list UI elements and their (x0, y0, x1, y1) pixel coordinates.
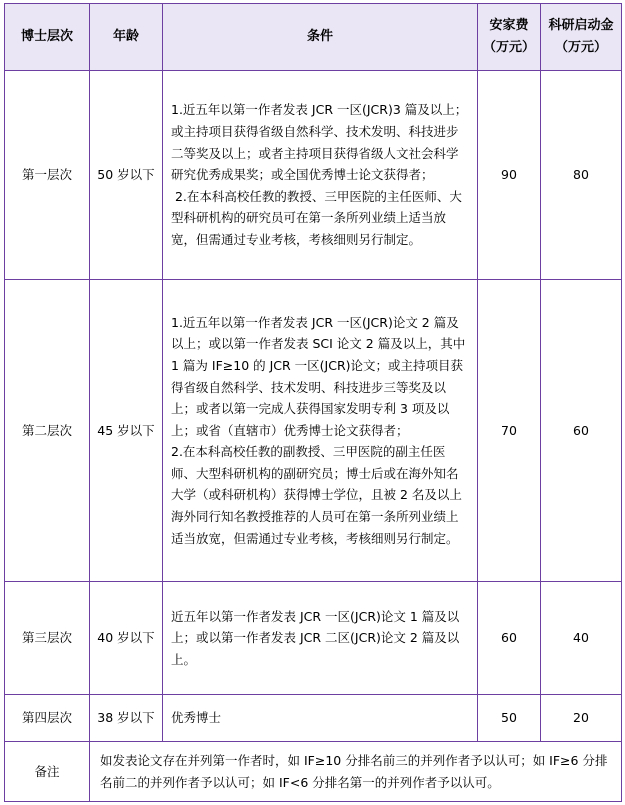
condition-item-1: 1.近五年以第一作者发表 JCR 一区(JCR)论文 2 篇及以上；或以第一作者发表 SCI 论文 2 篇及以上，其中 1 篇为 IF≥10 的 JCR 一区(JCR)论文；或主持项目获得省级自然科学、技术发明、科技进步三等奖及以上；或者以第一完成人获得国家发明专利 3 项及以上；或省（直辖市）优秀博士论文获得者； (171, 314, 466, 438)
condition-item-2: 2.在本科高校任教的教授、三甲医院的主任医师、大型科研机构的研究员可在第一条所列业绩上适当放宽，但需通过专业考核，考核细则另行制定。 (171, 188, 462, 247)
tier-research-fund: 20 (541, 695, 622, 742)
header-row (5, 4, 622, 71)
tier-settle-fee: 60 (478, 582, 541, 695)
tier-research-fund: 40 (541, 582, 622, 695)
condition-item-1: 近五年以第一作者发表 JCR 一区(JCR)论文 1 篇及以上；或以第一作者发表 JCR 二区(JCR)论文 2 篇及以上。 (171, 608, 460, 667)
tier-age: 40 岁以下 (90, 582, 163, 695)
tier-age: 50 岁以下 (90, 71, 163, 280)
tier-age: 45 岁以下 (90, 280, 163, 582)
tier-level: 第四层次 (5, 695, 90, 742)
header-settle-fee-line2: （万元） (482, 40, 535, 55)
tier-level: 第一层次 (5, 71, 90, 280)
table-row-tier-2 (5, 280, 622, 582)
tier-settle-fee: 50 (478, 695, 541, 742)
tier-condition (163, 695, 478, 742)
condition-item-1: 1.近五年以第一作者发表 JCR 一区(JCR)3 篇及以上；或主持项目获得省级自然科学、技术发明、科技进步二等奖及以上；或者主持项目获得省级人文社会科学研究优秀成果奖；或全国优秀博士论文获得者； (171, 102, 468, 183)
header-condition: 条件 (163, 4, 478, 71)
tier-condition (163, 71, 478, 280)
tier-settle-fee: 90 (478, 71, 541, 280)
condition-item-2: 2.在本科高校任教的副教授、三甲医院的副主任医师、大型科研机构的副研究员；博士后或在海外知名大学（或科研机构）获得博士学位，且被 2 名及以上海外同行知名教授推荐的人员可在第一条所列业绩上适当放宽，但需通过专业考核，考核细则另行制定。 (171, 444, 462, 546)
table-row-tier-4 (5, 695, 622, 742)
table-row-tier-1 (5, 71, 622, 280)
table-row-tier-3 (5, 582, 622, 695)
header-research-fund (541, 4, 622, 71)
tier-settle-fee: 70 (478, 280, 541, 582)
header-research-fund-line2: （万元） (554, 40, 607, 55)
talent-tier-table (4, 3, 622, 802)
header-settle-fee (478, 4, 541, 71)
tier-level: 第二层次 (5, 280, 90, 582)
condition-item-1: 优秀博士 (171, 710, 222, 726)
note-text: 如发表论文存在并列第一作者时，如 IF≥10 分排名前三的并列作者予以认可；如 IF≥6 分排名前二的并列作者予以认可；如 IF<6 分排名第一的并列作者予以认可。 (90, 742, 622, 802)
tier-research-fund: 60 (541, 280, 622, 582)
note-label: 备注 (5, 742, 90, 802)
header-age: 年龄 (90, 4, 163, 71)
header-research-fund-line1: 科研启动金 (548, 18, 614, 33)
tier-condition (163, 280, 478, 582)
table-row-note (5, 742, 622, 802)
tier-research-fund: 80 (541, 71, 622, 280)
header-settle-fee-line1: 安家费 (489, 18, 529, 33)
tier-age: 38 岁以下 (90, 695, 163, 742)
tier-level: 第三层次 (5, 582, 90, 695)
tier-condition (163, 582, 478, 695)
header-level: 博士层次 (5, 4, 90, 71)
